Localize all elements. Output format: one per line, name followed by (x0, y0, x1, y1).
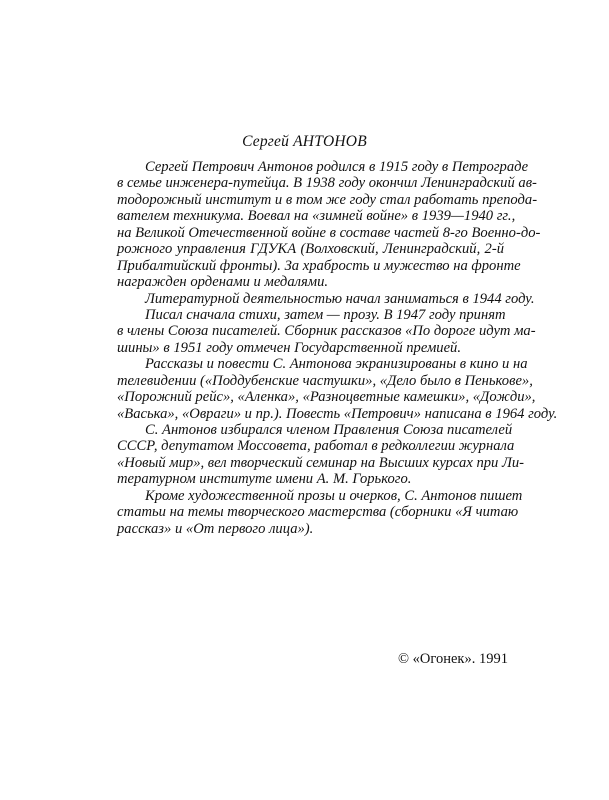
text-line: «Васька», «Овраги» и пр.). Повесть «Петрович» написана в 1964 году. (117, 405, 558, 422)
text-line: статьи на темы творческого мастерства (сборники «Я читаю (117, 504, 519, 521)
biography-text (117, 159, 558, 537)
text-line: Литературной деятельностью начал заниматься в 1944 году. (145, 290, 535, 307)
paragraph (117, 159, 541, 291)
text-line: тодорожный институт и в том же году стал работать препода- (117, 191, 538, 208)
text-line: СССР, депутатом Моссовета, работал в редколлегии журнала (117, 438, 515, 455)
text-line: вателем техникума. Воевал на «зимней войне» в 1939—1940 гг., (117, 208, 516, 225)
text-line: Прибалтийский фронты). За храбрость и мужество на фронте (117, 257, 521, 274)
text-line: Кроме художественной прозы и очерков, С. Антонов пишет (145, 487, 523, 504)
paragraph (117, 306, 536, 356)
text-line: «Новый мир», вел творческий семинар на Высших курсах при Ли- (117, 454, 525, 471)
paragraph (117, 422, 525, 488)
text-line: телевидении («Поддубенские частушки», «Дело было в Пенькове», (117, 372, 533, 389)
text-line: Сергей Петрович Антонов родился в 1915 году в Петрограде (145, 159, 529, 175)
text-line: шины» в 1951 году отмечен Государственной премией. (117, 339, 461, 356)
text-line: рассказ» и «От первого лица»). (117, 520, 314, 537)
text-line: на Великой Отечественной войне в составе частей 8-го Военно-до- (117, 224, 541, 241)
paragraph (117, 487, 523, 537)
text-line: С. Антонов избирался членом Правления Союза писателей (145, 422, 513, 438)
page-title: Сергей АНТОНОВ (242, 133, 367, 150)
text-line: в члены Союза писателей. Сборник рассказов «По дороге идут ма- (117, 323, 536, 340)
text-line: Рассказы и повести С. Антонова экранизированы в кино и на (145, 356, 528, 373)
text-line: «Порожний рейс», «Аленка», «Разноцветные камешки», «Дожди», (117, 389, 536, 406)
text-line: тературном институте имени А. М. Горького. (117, 471, 412, 488)
text-line: рожного управления ГДУКА (Волховский, Ленинградский, 2-й (117, 241, 504, 258)
paragraph (117, 356, 558, 422)
text-line: в семье инженера-путейца. В 1938 году окончил Ленинградский ав- (117, 175, 537, 192)
copyright-notice: © «Огонек». 1991 (398, 651, 508, 667)
paragraph (117, 290, 535, 307)
text-line: награжден орденами и медалями. (117, 274, 329, 291)
text-line: Писал сначала стихи, затем — прозу. В 1947 году принят (145, 306, 506, 323)
